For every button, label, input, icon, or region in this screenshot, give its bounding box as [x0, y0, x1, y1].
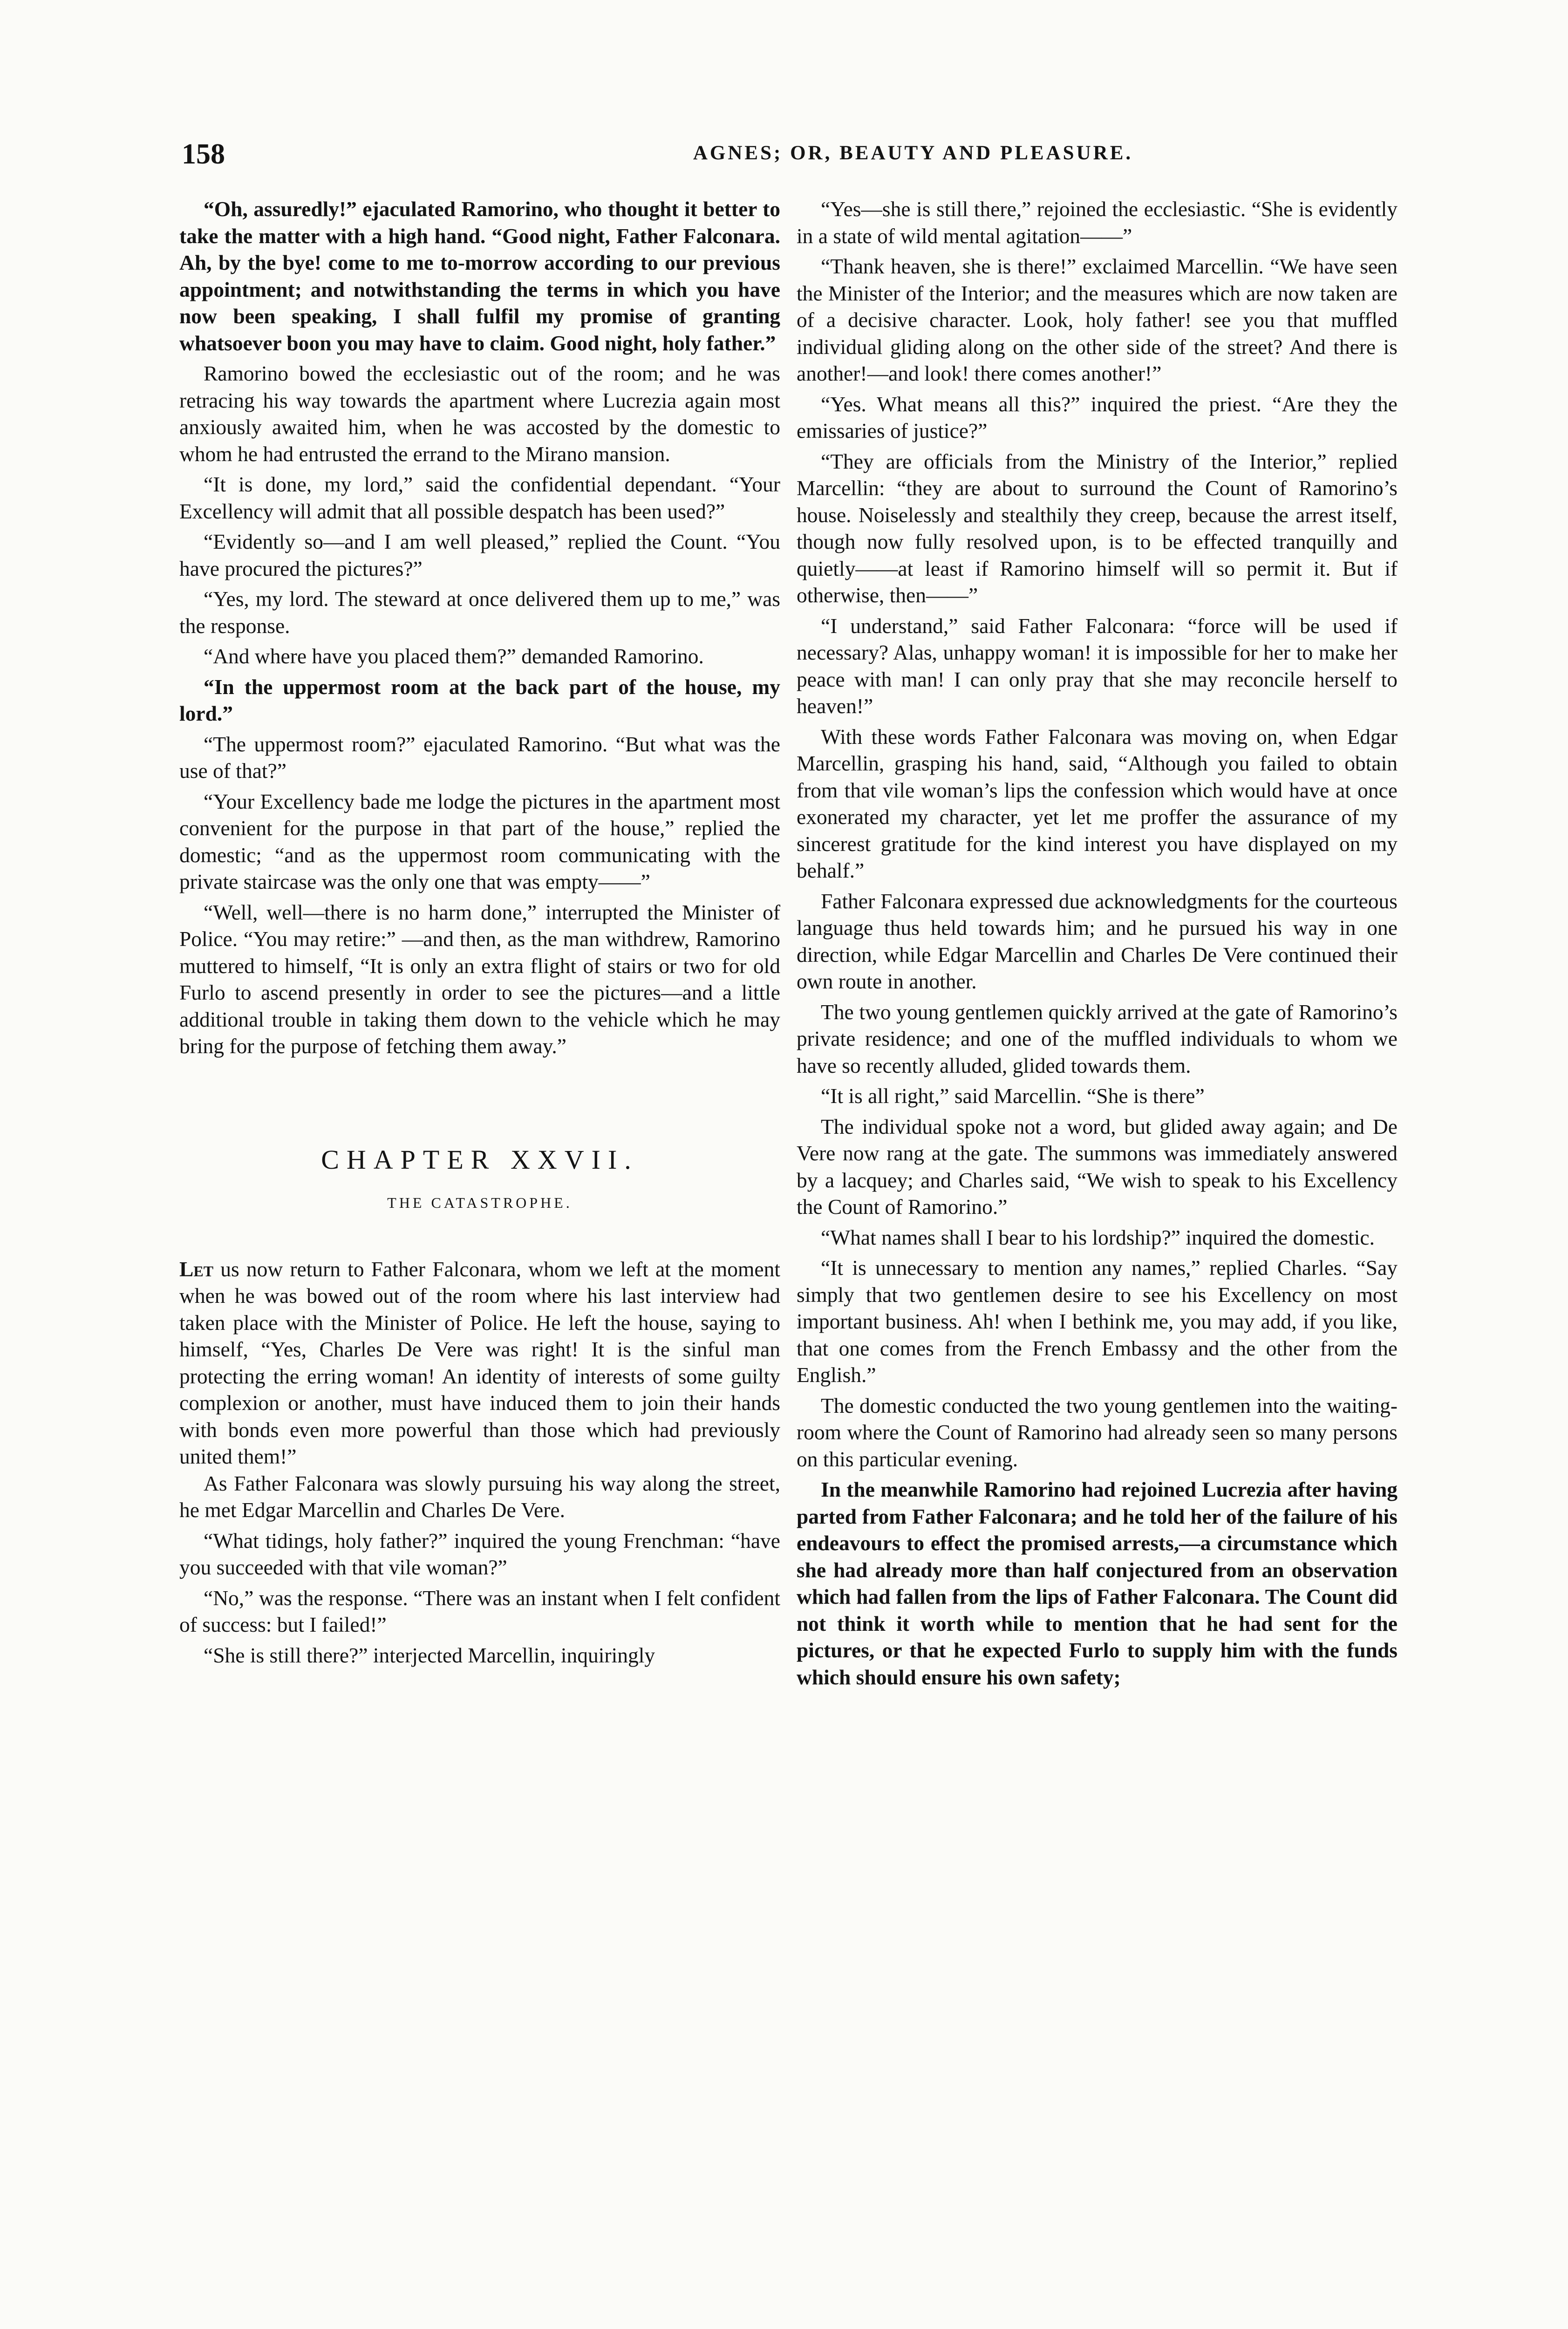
paragraph: “I understand,” said Father Falconara: “force will be used if necessary? Alas, unhappy woman! it is impossible for her to make her peace with man! I can only pray that she may reconcile herself to heaven!”: [797, 613, 1398, 718]
paragraph: “It is done, my lord,” said the confidential dependant. “Your Excellency will admit that all possible despatch has been used?”: [179, 472, 780, 523]
paragraph: The individual spoke not a word, but glided away again; and De Vere now rang at the gate. The summons was immediately answered by a lacquey; and Charles said, “We wish to speak to his Excellency the Count of Ramorino.”: [797, 1114, 1398, 1219]
paragraph: “Evidently so—and I am well pleased,” replied the Count. “You have procured the pictures?”: [179, 530, 780, 580]
left-column-before-chapter: [179, 196, 780, 1060]
paragraph: Ramorino bowed the ecclesiastic out of the room; and he was retracing his way towards the apartment where Lucrezia again most anxiously awaited him, when he was accosted by the domestic to whom he had entrusted the errand to the Mirano mansion.: [179, 361, 780, 466]
opening-paragraph-text: us now return to Father Falconara, whom we left at the moment when he was bowed out of the room where his last interview had taken place with the Minister of Police. He left the house, saying to himself, “Yes, Charles De Vere was right! It is the sinful man protecting the erring woman! An identity of interests of some guilty complexion or another, must have induced them to join their hands with bonds even more powerful than those which had previously united them!”: [179, 1257, 780, 1468]
paragraph: “She is still there?” interjected Marcellin, inquiringly: [204, 1643, 655, 1667]
paragraph: “In the uppermost room at the back part of the house, my lord.”: [179, 674, 780, 725]
paragraph: “It is all right,” said Marcellin. “She is there”: [821, 1084, 1205, 1108]
running-head: AGNES; OR, BEAUTY AND PLEASURE.: [693, 142, 1133, 164]
right-column-paragraphs: [797, 196, 1398, 1690]
paragraph: “Your Excellency bade me lodge the pictures in the apartment most convenient for the purpose in that part of the house,” replied the domestic; “and as the uppermost room communicating with the private staircase was the only one that was empty——”: [179, 789, 780, 893]
paragraph: “What tidings, holy father?” inquired the young Frenchman: “have you succeeded with that vile woman?”: [179, 1528, 780, 1579]
paragraph: “Yes. What means all this?” inquired the priest. “Are they the emissaries of justice?”: [797, 392, 1398, 443]
opening-smallcaps-word: Let: [179, 1257, 214, 1281]
paragraph: “It is unnecessary to mention any names,” replied Charles. “Say simply that two gentlemen desire to see his Excellency on most important business. Ah! when I bethink me, you may add, if you like, that one comes from the French Embassy and the other from the English.”: [797, 1256, 1398, 1387]
paragraph: “They are officials from the Ministry of the Interior,” replied Marcellin: “they are about to surround the Count of Ramorino’s house. Noiselessly and stealthily they creep, because the arrest itself, though now fully resolved upon, is to be effected tranquilly and quietly——at least if Ramorino himself will so permit it. But if otherwise, then——”: [797, 449, 1398, 607]
paragraph: “What names shall I bear to his lordship?” inquired the domestic.: [821, 1225, 1375, 1249]
paragraph: “Oh, assuredly!” ejaculated Ramorino, who thought it better to take the matter with a high hand. “Good night, Father Falconara. Ah, by the bye! come to me to-morrow according to our previous appointment; and notwithstanding the terms in which you have now been speaking, I shall fulfil my promise of granting whatsoever boon you may have to claim. Good night, holy father.”: [179, 197, 780, 355]
paragraph: The domestic conducted the two young gentlemen into the waiting-room where the Count of Ramorino had already seen so many persons on this particular evening.: [797, 1393, 1398, 1471]
paragraph: The two young gentlemen quickly arrived at the gate of Ramorino’s private residence; and one of the muffled individuals to whom we have so recently alluded, glided towards them.: [797, 1000, 1398, 1077]
left-column: [179, 196, 780, 1668]
page-number: 158: [182, 138, 225, 170]
right-column: [797, 196, 1398, 1690]
paragraph: “Well, well—there is no harm done,” interrupted the Minister of Police. “You may retire:” —and then, as the man withdrew, Ramorino muttered to himself, “It is only an extra flight of stairs or two for old Furlo to ascend presently in order to see the pictures—and a little additional trouble in taking them down to the vehicle which he may bring for the purpose of fetching them away.”: [179, 900, 780, 1058]
chapter-opening-paragraph: [179, 1256, 780, 1470]
left-column-after-opening: [179, 1470, 780, 1669]
paragraph: “Yes—she is still there,” rejoined the ecclesiastic. “She is evidently in a state of wild mental agitation——”: [797, 197, 1398, 248]
paragraph: “Thank heaven, she is there!” exclaimed Marcellin. “We have seen the Minister of the Interior; and the measures which are now taken are of a decisive character. Look, holy father! see you that muffled individual gliding along on the other side of the street? And there is another!—and look! there comes another!”: [797, 254, 1398, 385]
paragraph: “No,” was the response. “There was an instant when I felt confident of success: but I failed!”: [179, 1586, 780, 1636]
paragraph: With these words Father Falconara was moving on, when Edgar Marcellin, grasping his hand, said, “Although you failed to obtain from that vile woman’s lips the confession which would have at once exonerated my character, yet let me proffer the assurance of my sincerest gratitude for the kind interest you have displayed on my behalf.”: [797, 724, 1398, 882]
paragraph: In the meanwhile Ramorino had rejoined Lucrezia after having parted from Father Falconara; and he told her of the failure of his endeavours to effect the promised arrests,—a circumstance which she had already more than half conjectured from an observation which had fallen from the lips of Father Falconara. The Count did not think it worth while to mention that he had sent for the pictures, or that he expected Furlo to supply him with the funds which should ensure his own safety;: [797, 1478, 1398, 1689]
paragraph: As Father Falconara was slowly pursuing his way along the street, he met Edgar Marcellin and Charles De Vere.: [179, 1471, 780, 1522]
paragraph: Father Falconara expressed due acknowledgments for the courteous language thus held towards him; and he pursued his way in one direction, while Edgar Marcellin and Charles De Vere continued their own route in another.: [797, 889, 1398, 993]
paragraph: “The uppermost room?” ejaculated Ramorino. “But what was the use of that?”: [179, 732, 780, 783]
paragraph: “And where have you placed them?” demanded Ramorino.: [204, 644, 704, 668]
chapter-title: CHAPTER XXVII.: [321, 1144, 639, 1175]
paragraph: “Yes, my lord. The steward at once delivered them up to me,” was the response.: [179, 587, 780, 638]
chapter-subtitle: THE CATASTROPHE.: [387, 1194, 573, 1211]
